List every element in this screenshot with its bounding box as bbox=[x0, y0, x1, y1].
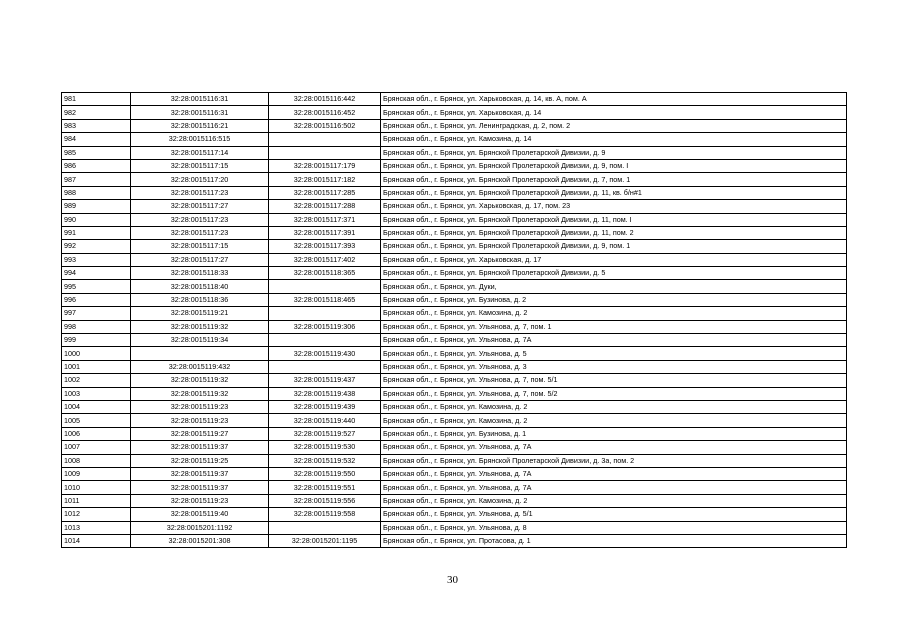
row-number-cell: 1013 bbox=[62, 521, 131, 534]
object-cadastral-number-cell: 32:28:0015117:288 bbox=[269, 200, 381, 213]
address-cell: Брянская обл., г. Брянск, ул. Брянской Пролетарской Дивизии, д. 11, пом. 2 bbox=[381, 226, 847, 239]
table-row bbox=[62, 280, 847, 293]
address-cell: Брянская обл., г. Брянск, ул. Камозина, д. 2 bbox=[381, 307, 847, 320]
row-number-cell: 1004 bbox=[62, 400, 131, 413]
land-cadastral-number-cell: 32:28:0015201:1192 bbox=[131, 521, 269, 534]
address-cell: Брянская обл., г. Брянск, ул. Брянской Пролетарской Дивизии, д. 9 bbox=[381, 146, 847, 159]
address-cell: Брянская обл., г. Брянск, ул. Брянской Пролетарской Дивизии, д. 7, пом. 1 bbox=[381, 173, 847, 186]
object-cadastral-number-cell: 32:28:0015119:550 bbox=[269, 467, 381, 480]
object-cadastral-number-cell: 32:28:0015117:182 bbox=[269, 173, 381, 186]
object-cadastral-number-cell: 32:28:0015117:285 bbox=[269, 186, 381, 199]
table-row bbox=[62, 307, 847, 320]
land-cadastral-number-cell: 32:28:0015117:15 bbox=[131, 240, 269, 253]
table-row bbox=[62, 400, 847, 413]
row-number-cell: 1007 bbox=[62, 441, 131, 454]
land-cadastral-number-cell: 32:28:0015116:31 bbox=[131, 93, 269, 106]
land-cadastral-number-cell: 32:28:0015201:308 bbox=[131, 534, 269, 547]
row-number-cell: 998 bbox=[62, 320, 131, 333]
row-number-cell: 996 bbox=[62, 293, 131, 306]
row-number-cell: 983 bbox=[62, 119, 131, 132]
address-cell: Брянская обл., г. Брянск, ул. Харьковская, д. 14, кв. А, пом. А bbox=[381, 93, 847, 106]
land-cadastral-number-cell: 32:28:0015119:27 bbox=[131, 427, 269, 440]
land-cadastral-number-cell: 32:28:0015119:23 bbox=[131, 494, 269, 507]
object-cadastral-number-cell: 32:28:0015119:430 bbox=[269, 347, 381, 360]
table-row bbox=[62, 293, 847, 306]
table-row bbox=[62, 374, 847, 387]
address-cell: Брянская обл., г. Брянск, ул. Ленинградская, д. 2, пом. 2 bbox=[381, 119, 847, 132]
row-number-cell: 1006 bbox=[62, 427, 131, 440]
address-cell: Брянская обл., г. Брянск, ул. Брянской Пролетарской Дивизии, д. 9, пом. I bbox=[381, 159, 847, 172]
address-cell: Брянская обл., г. Брянск, ул. Ульянова, д. 5/1 bbox=[381, 508, 847, 521]
address-cell: Брянская обл., г. Брянск, ул. Ульянова, д. 7А bbox=[381, 334, 847, 347]
land-cadastral-number-cell: 32:28:0015119:34 bbox=[131, 334, 269, 347]
table-row bbox=[62, 226, 847, 239]
address-cell: Брянская обл., г. Брянск, ул. Ульянова, д. 7А bbox=[381, 467, 847, 480]
row-number-cell: 982 bbox=[62, 106, 131, 119]
row-number-cell: 1010 bbox=[62, 481, 131, 494]
object-cadastral-number-cell: 32:28:0015119:532 bbox=[269, 454, 381, 467]
table-row bbox=[62, 93, 847, 106]
address-cell: Брянская обл., г. Брянск, ул. Бузинова, д. 2 bbox=[381, 293, 847, 306]
object-cadastral-number-cell bbox=[269, 133, 381, 146]
row-number-cell: 987 bbox=[62, 173, 131, 186]
object-cadastral-number-cell: 32:28:0015119:556 bbox=[269, 494, 381, 507]
property-table-body bbox=[62, 93, 847, 548]
object-cadastral-number-cell: 32:28:0015116:452 bbox=[269, 106, 381, 119]
land-cadastral-number-cell: 32:28:0015119:37 bbox=[131, 467, 269, 480]
table-row bbox=[62, 334, 847, 347]
object-cadastral-number-cell: 32:28:0015119:440 bbox=[269, 414, 381, 427]
row-number-cell: 992 bbox=[62, 240, 131, 253]
table-row bbox=[62, 253, 847, 266]
table-row bbox=[62, 481, 847, 494]
table-row bbox=[62, 119, 847, 132]
table-row bbox=[62, 360, 847, 373]
object-cadastral-number-cell: 32:28:0015116:502 bbox=[269, 119, 381, 132]
row-number-cell: 994 bbox=[62, 267, 131, 280]
address-cell: Брянская обл., г. Брянск, ул. Брянской Пролетарской Дивизии, д. 11, кв. б/н#1 bbox=[381, 186, 847, 199]
table-row bbox=[62, 494, 847, 507]
object-cadastral-number-cell: 32:28:0015119:439 bbox=[269, 400, 381, 413]
land-cadastral-number-cell: 32:28:0015117:23 bbox=[131, 213, 269, 226]
address-cell: Брянская обл., г. Брянск, ул. Харьковская, д. 17 bbox=[381, 253, 847, 266]
object-cadastral-number-cell: 32:28:0015118:465 bbox=[269, 293, 381, 306]
land-cadastral-number-cell: 32:28:0015116:21 bbox=[131, 119, 269, 132]
address-cell: Брянская обл., г. Брянск, ул. Камозина, д. 14 bbox=[381, 133, 847, 146]
table-row bbox=[62, 521, 847, 534]
page-number: 30 bbox=[447, 574, 458, 586]
land-cadastral-number-cell: 32:28:0015119:37 bbox=[131, 481, 269, 494]
table-row bbox=[62, 146, 847, 159]
land-cadastral-number-cell: 32:28:0015118:36 bbox=[131, 293, 269, 306]
address-cell: Брянская обл., г. Брянск, ул. Камозина, д. 2 bbox=[381, 414, 847, 427]
land-cadastral-number-cell: 32:28:0015119:37 bbox=[131, 441, 269, 454]
land-cadastral-number-cell: 32:28:0015117:23 bbox=[131, 186, 269, 199]
row-number-cell: 999 bbox=[62, 334, 131, 347]
land-cadastral-number-cell: 32:28:0015117:27 bbox=[131, 253, 269, 266]
land-cadastral-number-cell: 32:28:0015117:27 bbox=[131, 200, 269, 213]
object-cadastral-number-cell: 32:28:0015119:530 bbox=[269, 441, 381, 454]
row-number-cell: 993 bbox=[62, 253, 131, 266]
property-table bbox=[61, 92, 847, 548]
table-row bbox=[62, 387, 847, 400]
land-cadastral-number-cell: 32:28:0015117:15 bbox=[131, 159, 269, 172]
land-cadastral-number-cell: 32:28:0015117:23 bbox=[131, 226, 269, 239]
row-number-cell: 1012 bbox=[62, 508, 131, 521]
row-number-cell: 989 bbox=[62, 200, 131, 213]
object-cadastral-number-cell bbox=[269, 334, 381, 347]
table-row bbox=[62, 186, 847, 199]
address-cell: Брянская обл., г. Брянск, ул. Ульянова, д. 7, пом. 5/1 bbox=[381, 374, 847, 387]
object-cadastral-number-cell: 32:28:0015117:371 bbox=[269, 213, 381, 226]
address-cell: Брянская обл., г. Брянск, ул. Бузинова, д. 1 bbox=[381, 427, 847, 440]
object-cadastral-number-cell: 32:28:0015117:393 bbox=[269, 240, 381, 253]
table-row bbox=[62, 427, 847, 440]
table-row bbox=[62, 454, 847, 467]
land-cadastral-number-cell: 32:28:0015119:25 bbox=[131, 454, 269, 467]
land-cadastral-number-cell: 32:28:0015117:14 bbox=[131, 146, 269, 159]
object-cadastral-number-cell: 32:28:0015119:558 bbox=[269, 508, 381, 521]
row-number-cell: 1009 bbox=[62, 467, 131, 480]
row-number-cell: 997 bbox=[62, 307, 131, 320]
row-number-cell: 1002 bbox=[62, 374, 131, 387]
row-number-cell: 1000 bbox=[62, 347, 131, 360]
object-cadastral-number-cell: 32:28:0015119:527 bbox=[269, 427, 381, 440]
table-row bbox=[62, 200, 847, 213]
object-cadastral-number-cell: 32:28:0015119:437 bbox=[269, 374, 381, 387]
address-cell: Брянская обл., г. Брянск, ул. Ульянова, д. 7А bbox=[381, 441, 847, 454]
row-number-cell: 986 bbox=[62, 159, 131, 172]
table-row bbox=[62, 347, 847, 360]
row-number-cell: 985 bbox=[62, 146, 131, 159]
row-number-cell: 1008 bbox=[62, 454, 131, 467]
table-row bbox=[62, 467, 847, 480]
address-cell: Брянская обл., г. Брянск, ул. Камозина, д. 2 bbox=[381, 494, 847, 507]
row-number-cell: 981 bbox=[62, 93, 131, 106]
land-cadastral-number-cell: 32:28:0015119:32 bbox=[131, 387, 269, 400]
address-cell: Брянская обл., г. Брянск, ул. Ульянова, д. 8 bbox=[381, 521, 847, 534]
address-cell: Брянская обл., г. Брянск, ул. Харьковская, д. 14 bbox=[381, 106, 847, 119]
table-row bbox=[62, 534, 847, 547]
address-cell: Брянская обл., г. Брянск, ул. Брянской Пролетарской Дивизии, д. 9, пом. 1 bbox=[381, 240, 847, 253]
table-row bbox=[62, 441, 847, 454]
object-cadastral-number-cell: 32:28:0015118:365 bbox=[269, 267, 381, 280]
land-cadastral-number-cell: 32:28:0015119:40 bbox=[131, 508, 269, 521]
table-row bbox=[62, 508, 847, 521]
row-number-cell: 988 bbox=[62, 186, 131, 199]
table-row bbox=[62, 414, 847, 427]
row-number-cell: 1001 bbox=[62, 360, 131, 373]
object-cadastral-number-cell bbox=[269, 307, 381, 320]
land-cadastral-number-cell: 32:28:0015117:20 bbox=[131, 173, 269, 186]
table-row bbox=[62, 320, 847, 333]
object-cadastral-number-cell: 32:28:0015119:438 bbox=[269, 387, 381, 400]
address-cell: Брянская обл., г. Брянск, ул. Брянской Пролетарской Дивизии, д. 3а, пом. 2 bbox=[381, 454, 847, 467]
address-cell: Брянская обл., г. Брянск, ул. Брянской Пролетарской Дивизии, д. 5 bbox=[381, 267, 847, 280]
land-cadastral-number-cell: 32:28:0015119:23 bbox=[131, 400, 269, 413]
object-cadastral-number-cell: 32:28:0015201:1195 bbox=[269, 534, 381, 547]
address-cell: Брянская обл., г. Брянск, ул. Протасова, д. 1 bbox=[381, 534, 847, 547]
address-cell: Брянская обл., г. Брянск, ул. Камозина, д. 2 bbox=[381, 400, 847, 413]
object-cadastral-number-cell bbox=[269, 521, 381, 534]
table-row bbox=[62, 267, 847, 280]
table-row bbox=[62, 240, 847, 253]
row-number-cell: 1014 bbox=[62, 534, 131, 547]
address-cell: Брянская обл., г. Брянск, ул. Дуки, bbox=[381, 280, 847, 293]
land-cadastral-number-cell: 32:28:0015119:23 bbox=[131, 414, 269, 427]
object-cadastral-number-cell bbox=[269, 280, 381, 293]
table-row bbox=[62, 159, 847, 172]
row-number-cell: 1003 bbox=[62, 387, 131, 400]
address-cell: Брянская обл., г. Брянск, ул. Ульянова, д. 7, пом. 5/2 bbox=[381, 387, 847, 400]
land-cadastral-number-cell: 32:28:0015118:33 bbox=[131, 267, 269, 280]
land-cadastral-number-cell: 32:28:0015119:432 bbox=[131, 360, 269, 373]
land-cadastral-number-cell bbox=[131, 347, 269, 360]
object-cadastral-number-cell: 32:28:0015117:391 bbox=[269, 226, 381, 239]
object-cadastral-number-cell bbox=[269, 146, 381, 159]
row-number-cell: 1011 bbox=[62, 494, 131, 507]
row-number-cell: 1005 bbox=[62, 414, 131, 427]
table-row bbox=[62, 173, 847, 186]
land-cadastral-number-cell: 32:28:0015119:32 bbox=[131, 320, 269, 333]
table-row bbox=[62, 213, 847, 226]
address-cell: Брянская обл., г. Брянск, ул. Ульянова, д. 7, пом. 1 bbox=[381, 320, 847, 333]
address-cell: Брянская обл., г. Брянск, ул. Ульянова, д. 3 bbox=[381, 360, 847, 373]
land-cadastral-number-cell: 32:28:0015116:515 bbox=[131, 133, 269, 146]
row-number-cell: 995 bbox=[62, 280, 131, 293]
table-row bbox=[62, 106, 847, 119]
object-cadastral-number-cell: 32:28:0015117:402 bbox=[269, 253, 381, 266]
object-cadastral-number-cell: 32:28:0015117:179 bbox=[269, 159, 381, 172]
object-cadastral-number-cell: 32:28:0015116:442 bbox=[269, 93, 381, 106]
land-cadastral-number-cell: 32:28:0015119:21 bbox=[131, 307, 269, 320]
object-cadastral-number-cell bbox=[269, 360, 381, 373]
object-cadastral-number-cell: 32:28:0015119:551 bbox=[269, 481, 381, 494]
row-number-cell: 991 bbox=[62, 226, 131, 239]
address-cell: Брянская обл., г. Брянск, ул. Ульянова, д. 7А bbox=[381, 481, 847, 494]
land-cadastral-number-cell: 32:28:0015119:32 bbox=[131, 374, 269, 387]
land-cadastral-number-cell: 32:28:0015118:40 bbox=[131, 280, 269, 293]
row-number-cell: 990 bbox=[62, 213, 131, 226]
address-cell: Брянская обл., г. Брянск, ул. Харьковская, д. 17, пом. 23 bbox=[381, 200, 847, 213]
table-row bbox=[62, 133, 847, 146]
land-cadastral-number-cell: 32:28:0015116:31 bbox=[131, 106, 269, 119]
object-cadastral-number-cell: 32:28:0015119:306 bbox=[269, 320, 381, 333]
row-number-cell: 984 bbox=[62, 133, 131, 146]
address-cell: Брянская обл., г. Брянск, ул. Брянской Пролетарской Дивизии, д. 11, пом. I bbox=[381, 213, 847, 226]
address-cell: Брянская обл., г. Брянск, ул. Ульянова, д. 5 bbox=[381, 347, 847, 360]
